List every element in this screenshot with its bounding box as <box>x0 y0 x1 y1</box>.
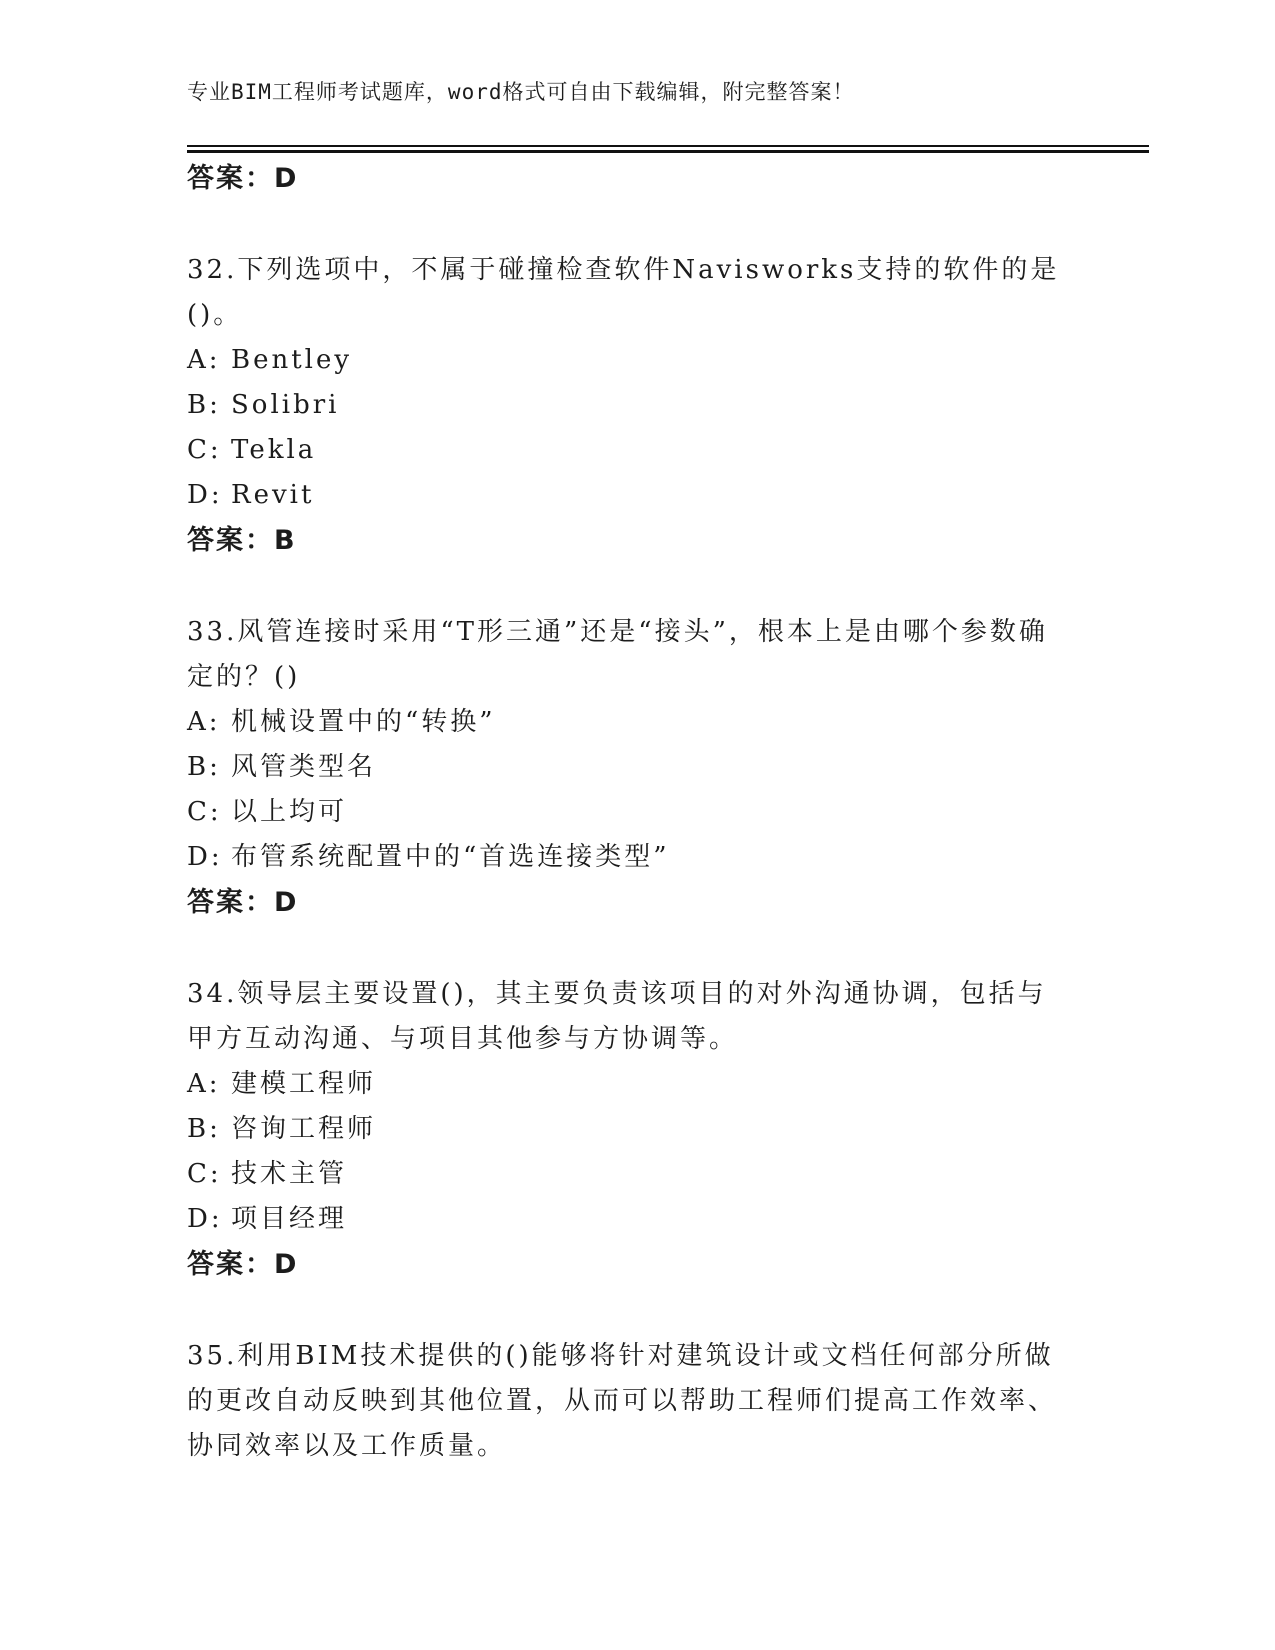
question-list <box>187 152 1087 1469</box>
option-text: 风管类型名 <box>231 752 377 782</box>
option-text: 项目经理 <box>231 1204 348 1234</box>
option-text: Solibri <box>231 390 340 420</box>
option-b <box>187 1107 1087 1152</box>
option-letter: A: <box>187 1069 221 1099</box>
option-letter: C: <box>187 1159 222 1189</box>
answer-q32: 答案：B <box>187 525 297 556</box>
answer-q33: 答案：D <box>187 887 299 918</box>
question-stem: 35.利用BIM技术提供的()能够将针对建筑设计或文档任何部分所做的更改自动反映到其他位置，从而可以帮助工程师们提高工作效率、协同效率以及工作质量。 <box>187 1341 1058 1461</box>
option-text: 以上均可 <box>231 797 348 827</box>
option-text: 布管系统配置中的“首选连接类型” <box>231 842 670 872</box>
question-stem: 34.领导层主要设置()，其主要负责该项目的对外沟通协调，包括与甲方互动沟通、与项目其他参与方协调等。 <box>187 979 1047 1054</box>
option-letter: B: <box>187 1114 221 1144</box>
option-b <box>187 745 1087 790</box>
option-d <box>187 1197 1087 1242</box>
option-d <box>187 835 1087 880</box>
option-a <box>187 1062 1087 1107</box>
question-32 <box>187 248 1087 564</box>
option-a <box>187 338 1087 383</box>
option-a <box>187 700 1087 745</box>
option-text: Bentley <box>231 345 353 375</box>
option-letter: A: <box>187 707 221 737</box>
option-letter: D: <box>187 842 223 872</box>
option-text: 技术主管 <box>231 1159 348 1189</box>
option-letter: A: <box>187 345 221 375</box>
option-text: Tekla <box>231 435 317 465</box>
option-letter: B: <box>187 390 221 420</box>
option-letter: B: <box>187 752 221 782</box>
option-text: Revit <box>231 480 315 510</box>
answer-q31: 答案：D <box>187 163 299 194</box>
option-c <box>187 790 1087 835</box>
option-text: 咨询工程师 <box>231 1114 377 1144</box>
question-stem: 32.下列选项中，不属于碰撞检查软件Navisworks支持的软件的是()。 <box>187 255 1060 330</box>
option-letter: C: <box>187 797 222 827</box>
header-rule-thin <box>187 145 1149 147</box>
option-letter: C: <box>187 435 222 465</box>
option-b <box>187 383 1087 428</box>
option-text: 建模工程师 <box>231 1069 377 1099</box>
option-c <box>187 428 1087 473</box>
option-letter: D: <box>187 480 223 510</box>
option-d <box>187 473 1087 518</box>
page-header: 专业BIM工程师考试题库，word格式可自由下载编辑，附完整答案！ <box>187 80 855 104</box>
question-stem: 33.风管连接时采用“T形三通”还是“接头”，根本上是由哪个参数确定的？() <box>187 617 1048 692</box>
question-35 <box>187 1334 1087 1469</box>
option-c <box>187 1152 1087 1197</box>
option-letter: D: <box>187 1204 223 1234</box>
option-text: 机械设置中的“转换” <box>231 707 496 737</box>
answer-q34: 答案：D <box>187 1249 299 1280</box>
question-34 <box>187 972 1087 1288</box>
question-33 <box>187 610 1087 926</box>
